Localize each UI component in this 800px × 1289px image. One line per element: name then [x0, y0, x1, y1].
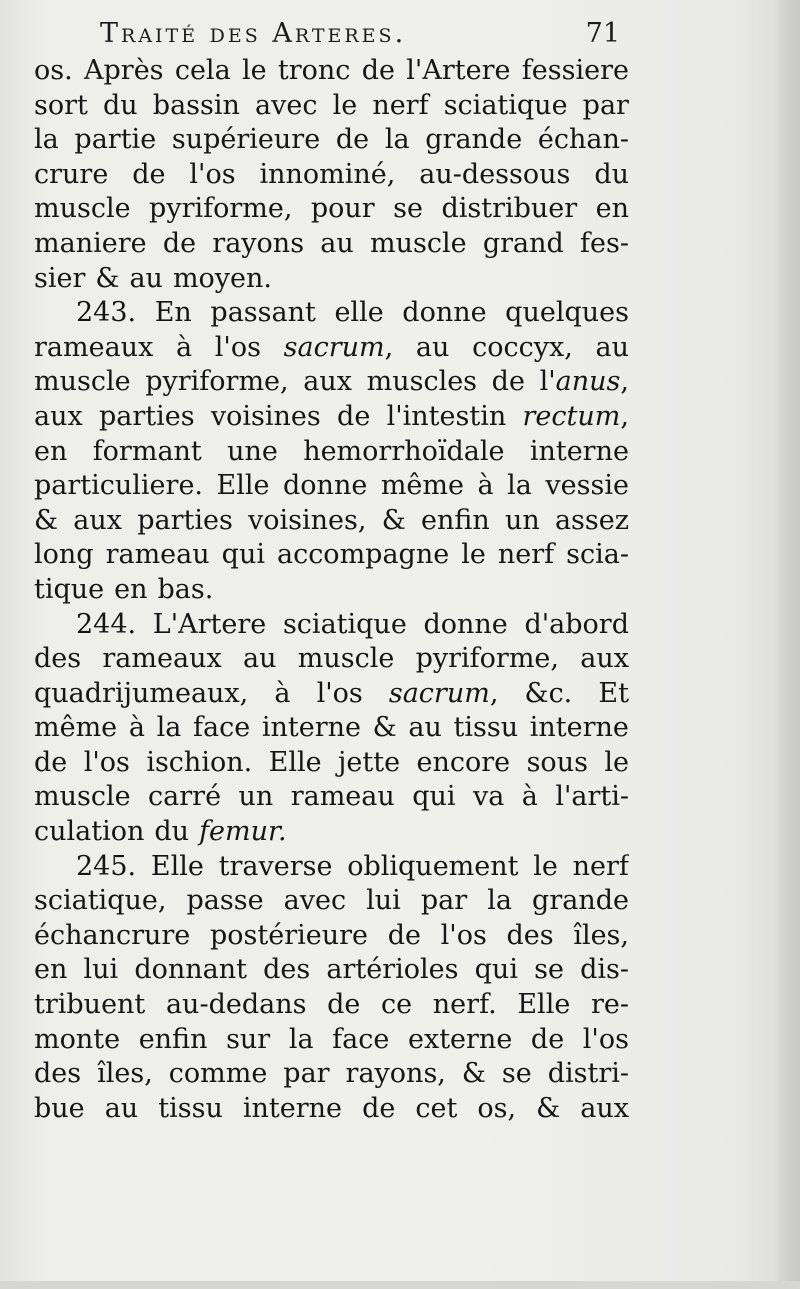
page-bottom-edge: [0, 1281, 800, 1289]
text-line: sciatique, passe avec lui par la grande: [34, 885, 629, 917]
text-line: de l'os ischion. Elle jette encore sous le: [34, 746, 629, 778]
text-line: muscle pyriforme, pour se distribuer en: [34, 193, 629, 225]
text-line: tribuent au-dedans de ce nerf. Elle re-: [34, 989, 629, 1021]
page-number: 71: [585, 18, 620, 49]
text-line: même à la face interne & au tissu interne: [34, 712, 629, 744]
text-line: aux parties voisines de l'intestin rectum,: [34, 400, 629, 432]
text-line: des îles, comme par rayons, & se distri-: [34, 1058, 629, 1090]
page-header: [100, 18, 620, 54]
text-line: muscle carré un rameau qui va à l'arti-: [34, 781, 629, 813]
text-line: tique en bas.: [34, 573, 214, 605]
text-line: maniere de rayons au muscle grand fes-: [34, 227, 629, 259]
text-line: rameaux à l'os sacrum, au coccyx, au: [34, 331, 629, 363]
text-line: monte enfin sur la face externe de l'os: [34, 1023, 629, 1055]
text-line: la partie supérieure de la grande échan-: [34, 124, 629, 156]
text-line: 243. En passant elle donne quelques: [76, 297, 629, 329]
text-line: 245. Elle traverse obliquement le nerf: [76, 850, 629, 882]
text-line: muscle pyriforme, aux muscles de l'anus,: [34, 366, 629, 398]
body-text: [34, 54, 629, 1126]
text-line: particuliere. Elle donne même à la vessie: [34, 470, 629, 502]
text-line: en lui donnant des artérioles qui se dis-: [34, 954, 629, 986]
text-line: crure de l'os innominé, au-dessous du: [34, 158, 629, 190]
text-line: échancrure postérieure de l'os des îles,: [34, 919, 629, 951]
text-line: des rameaux au muscle pyriforme, aux: [34, 643, 629, 675]
text-line: & aux parties voisines, & enfin un assez: [34, 504, 629, 536]
text-line: sort du bassin avec le nerf sciatique par: [34, 89, 629, 121]
running-title: Traité des Arteres.: [100, 18, 407, 49]
text-line: en formant une hemorrhoïdale interne: [34, 435, 629, 467]
text-line: os. Après cela le tronc de l'Artere fessiere: [34, 55, 629, 86]
text-line: bue au tissu interne de cet os, & aux: [34, 1092, 629, 1124]
text-line: sier & au moyen.: [34, 262, 272, 294]
text-line: quadrijumeaux, à l'os sacrum, &c. Et: [34, 677, 629, 709]
text-line: long rameau qui accompagne le nerf scia-: [34, 539, 629, 571]
text-line: 244. L'Artere sciatique donne d'abord: [76, 608, 629, 640]
text-line: culation du femur.: [34, 816, 287, 848]
page-edge-shadow: [778, 0, 800, 1289]
